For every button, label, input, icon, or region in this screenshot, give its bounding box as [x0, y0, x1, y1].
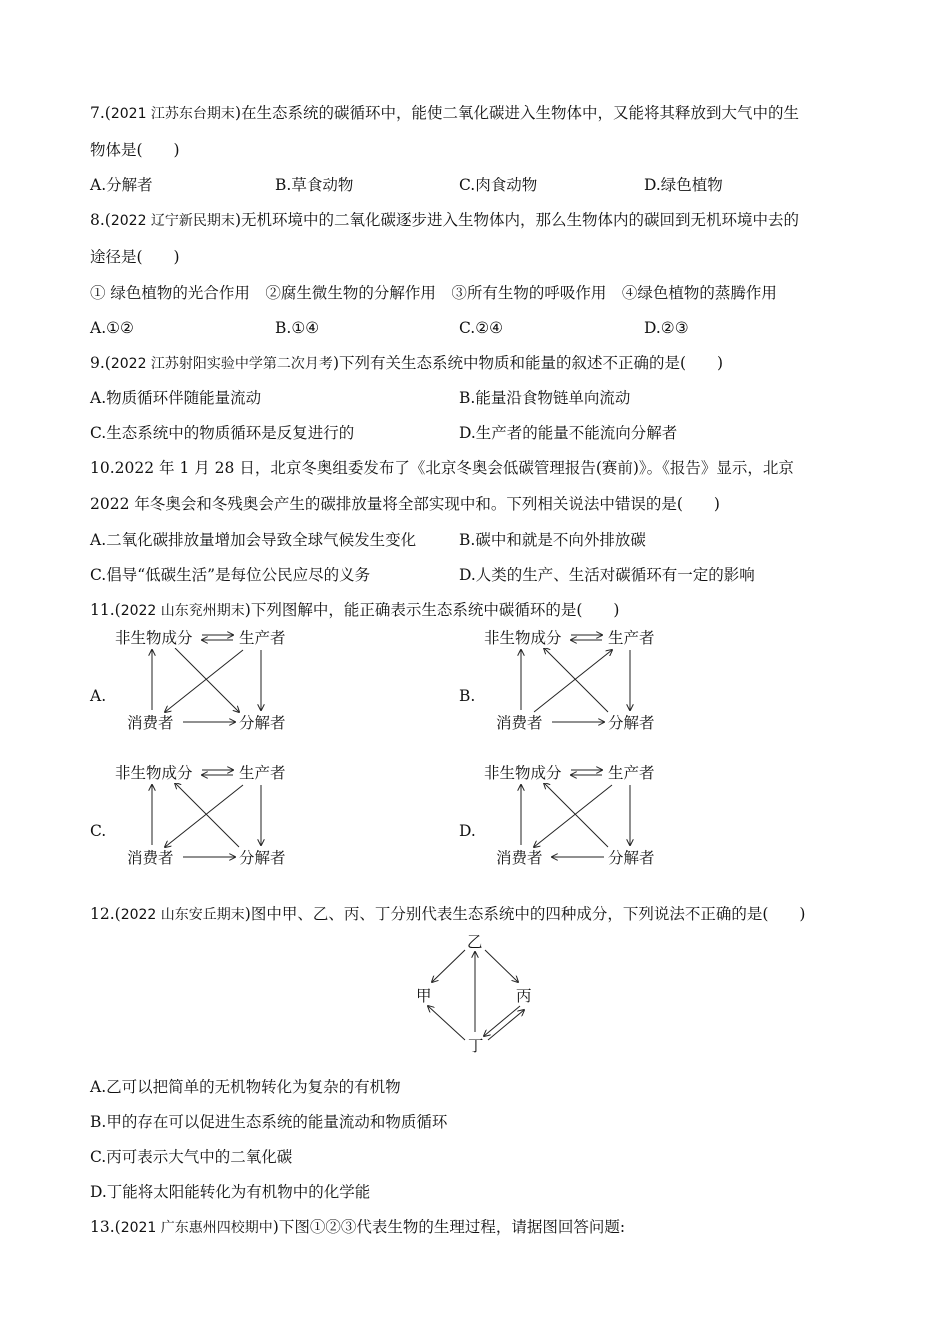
q11-c-consumer: 消费者	[127, 849, 174, 867]
q11-option-b[interactable]: B.	[459, 687, 476, 705]
q11-option-c[interactable]: C.	[90, 822, 107, 840]
q7-stem-line2: 物体是( )	[90, 141, 180, 159]
q8-stem-line1: 8.(2022 辽宁新民期末)无机环境中的二氧化碳逐步进入生物体内，那么生物体内的碳回到无机环境中去的	[90, 211, 799, 229]
q8-option-d[interactable]: D.②③	[644, 319, 689, 337]
q11-b-consumer: 消费者	[496, 714, 543, 732]
q8-option-a[interactable]: A.①②	[90, 319, 134, 337]
q11-diagram-c	[115, 763, 300, 871]
q12-node-bing: 丙	[516, 987, 532, 1005]
q7-source: 2021 江苏东台期末	[110, 106, 235, 122]
q10-stem-line2: 2022 年冬奥会和冬残奥会产生的碳排放量将全部实现中和。下列相关说法中错误的是( )	[90, 495, 720, 513]
q8-statements: ① 绿色植物的光合作用 ②腐生微生物的分解作用 ③所有生物的呼吸作用 ④绿色植物的蒸腾作用	[90, 284, 777, 302]
q8-source: 2022 辽宁新民期末	[110, 213, 235, 229]
q11-b-abiotic: 非生物成分	[484, 629, 562, 647]
q8-option-b[interactable]: B.①④	[275, 319, 320, 337]
q11-a-consumer: 消费者	[127, 714, 174, 732]
q12-option-c[interactable]: C.丙可表示大气中的二氧化碳	[90, 1148, 293, 1166]
q11-d-producer: 生产者	[608, 764, 655, 782]
q12-source: 2022 山东安丘期末	[120, 907, 245, 923]
q13-source: 2021 广东惠州四校期中	[120, 1220, 273, 1236]
q7-option-a[interactable]: A.分解者	[90, 176, 153, 194]
q11-option-d[interactable]: D.	[459, 822, 476, 840]
q11-a-producer: 生产者	[239, 629, 286, 647]
q10-option-a[interactable]: A.二氧化碳排放量增加会导致全球气候发生变化	[90, 531, 417, 549]
q12-stem: 12.(2022 山东安丘期末)图中甲、乙、丙、丁分别代表生态系统中的四种成分，下列说法不正确的是( )	[90, 905, 806, 923]
q9-option-b[interactable]: B.能量沿食物链单向流动	[459, 389, 631, 407]
q11-diagram-b	[484, 628, 669, 736]
q11-diagram-a	[115, 628, 300, 736]
q9-option-c[interactable]: C.生态系统中的物质循环是反复进行的	[90, 424, 355, 442]
q11-d-consumer: 消费者	[496, 849, 543, 867]
q9-source: 2022 江苏射阳实验中学第二次月考	[110, 356, 333, 372]
q11-c-decomposer: 分解者	[239, 849, 286, 867]
q10-option-d[interactable]: D.人类的生产、生活对碳循环有一定的影响	[459, 566, 755, 584]
q11-c-producer: 生产者	[239, 764, 286, 782]
q11-b-decomposer: 分解者	[608, 714, 655, 732]
q11-source: 2022 山东兖州期末	[120, 603, 245, 619]
q10-option-c[interactable]: C.倡导“低碳生活”是每位公民应尽的义务	[90, 566, 371, 584]
q12-diagram	[410, 930, 540, 1060]
q12-option-b[interactable]: B.甲的存在可以促进生态系统的能量流动和物质循环	[90, 1113, 448, 1131]
q11-d-abiotic: 非生物成分	[484, 764, 562, 782]
q12-option-d[interactable]: D.丁能将太阳能转化为有机物中的化学能	[90, 1183, 371, 1201]
q10-option-b[interactable]: B.碳中和就是不向外排放碳	[459, 531, 646, 549]
q8-option-c[interactable]: C.②④	[459, 319, 504, 337]
q11-d-decomposer: 分解者	[608, 849, 655, 867]
q12-node-jia: 甲	[416, 987, 432, 1005]
q11-c-abiotic: 非生物成分	[115, 764, 193, 782]
q9-stem: 9.(2022 江苏射阳实验中学第二次月考)下列有关生态系统中物质和能量的叙述不正确的是( )	[90, 354, 724, 372]
q8-stem-line2: 途径是( )	[90, 248, 180, 266]
q9-option-d[interactable]: D.生产者的能量不能流向分解者	[459, 424, 678, 442]
q11-option-a[interactable]: A.	[90, 687, 107, 705]
q11-a-abiotic: 非生物成分	[115, 629, 193, 647]
q10-stem-line1: 10.2022 年 1 月 28 日，北京冬奥组委发布了《北京冬奥会低碳管理报告(赛前)》。《报告》显示，北京	[90, 459, 794, 477]
q13-stem: 13.(2021 广东惠州四校期中)下图①②③代表生物的生理过程，请据图回答问题:	[90, 1218, 626, 1236]
q12-option-a[interactable]: A.乙可以把简单的无机物转化为复杂的有机物	[90, 1078, 401, 1096]
q7-stem-line1: 7.(2021 江苏东台期末)在生态系统的碳循环中，能使二氧化碳进入生物体中，又能将其释放到大气中的生	[90, 104, 799, 122]
q11-stem: 11.(2022 山东兖州期末)下列图解中，能正确表示生态系统中碳循环的是( )	[90, 601, 620, 619]
q12-node-yi: 乙	[467, 933, 483, 951]
q12-node-ding: 丁	[468, 1037, 484, 1055]
q11-a-decomposer: 分解者	[239, 714, 286, 732]
q7-option-b[interactable]: B.草食动物	[275, 176, 354, 194]
q11-diagram-d	[484, 763, 669, 871]
q7-option-c[interactable]: C.肉食动物	[459, 176, 538, 194]
q7-option-d[interactable]: D.绿色植物	[644, 176, 723, 194]
q11-b-producer: 生产者	[608, 629, 655, 647]
q9-option-a[interactable]: A.物质循环伴随能量流动	[90, 389, 262, 407]
